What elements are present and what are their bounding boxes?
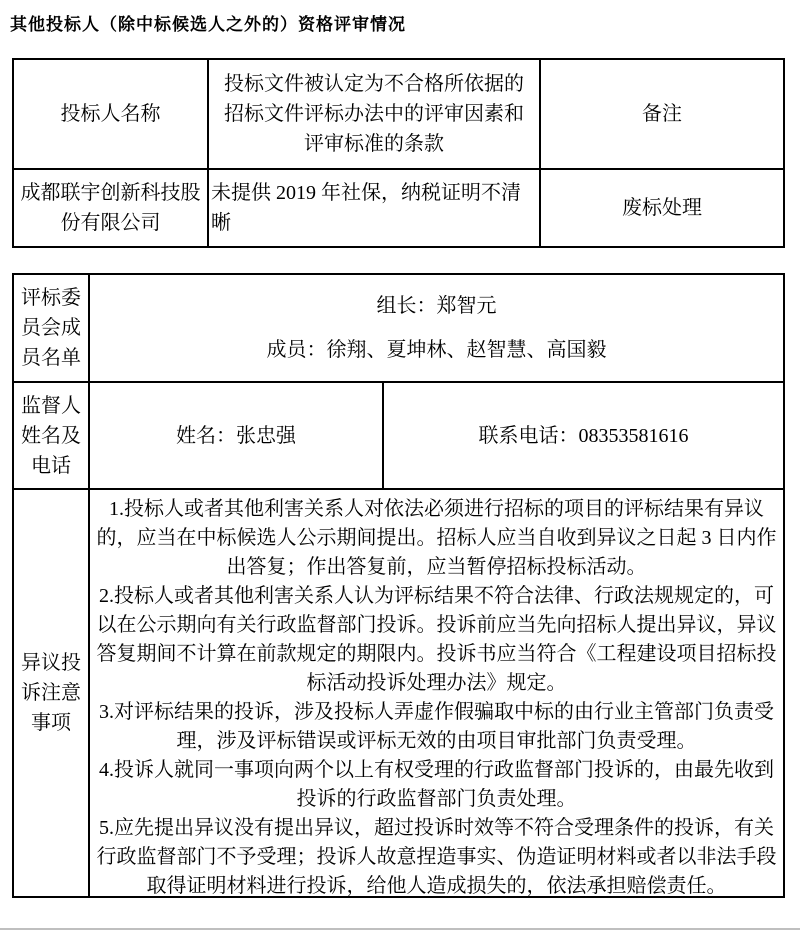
cell-bidder-name: 成都联宇创新科技股份有限公司 (14, 168, 207, 246)
committee-content (88, 275, 783, 381)
next-table-top-edge (0, 928, 800, 930)
evaluation-info-table (12, 273, 785, 898)
bidder-table (12, 58, 785, 248)
cell-rejection-reason: 未提供 2019 年社保，纳税证明不清晰 (207, 168, 539, 246)
objection-item: 4.投诉人就同一事项向两个以上有权受理的行政监督部门投诉的，由最先收到投诉的行政监督部门负责处理。 (99, 759, 774, 810)
committee-label: 评标委员会成员名单 (21, 287, 81, 369)
objection-item: 2.投标人或者其他利害关系人认为评标结果不符合法律、行政法规规定的，可以在公示期向有关行政监督部门投诉。投诉前应当先向招标人提出异议，异议答复期间不计算在前款规定的期限内。投诉书应当符合《工程建设项目招标投标活动投诉处理办法》规定。 (96, 585, 777, 694)
objection-item: 1.投标人或者其他利害关系人对依法必须进行招标的项目的评标结果有异议的，应当在中标候选人公示期间提出。招标人应当自收到异议之日起 3 日内作出答复；作出答复前，应当暂停招标投标活动。 (96, 498, 777, 578)
supervisor-name: 姓名：张忠强 (176, 424, 296, 447)
header-remark: 备注 (539, 60, 783, 168)
committee-members: 成员：徐翔、夏坤林、赵智慧、高国毅 (266, 339, 607, 361)
supervisor-label: 监督人姓名及电话 (14, 381, 88, 488)
cell-remark: 废标处理 (539, 168, 783, 246)
supervisor-content (88, 381, 783, 488)
objection-item: 5.应先提出异议没有提出异议，超过投诉时效等不符合受理条件的投诉，有关行政监督部门不予受理；投诉人故意捏造事实、伪造证明材料或者以非法手段取得证明材料进行投诉，给他人造成损失的，依法承担赔偿责任。 (96, 817, 777, 897)
committee-leader: 组长：郑智元 (376, 295, 497, 317)
objection-content (88, 488, 783, 896)
header-bidder-name: 投标人名称 (60, 103, 161, 125)
page-title: 其他投标人（除中标候选人之外的）资格评审情况 (10, 15, 406, 34)
header-rejection-basis: 投标文件被认定为不合格所依据的招标文件评标办法中的评审因素和评审标准的条款 (207, 60, 539, 168)
supervisor-phone: 联系电话：08353581616 (382, 383, 783, 488)
objection-label: 异议投诉注意事项 (14, 488, 88, 896)
objection-item: 3.对评标结果的投诉，涉及投标人弄虚作假骗取中标的由行业主管部门负责受理，涉及评标错误或评标无效的由项目审批部门负责受理。 (99, 701, 774, 752)
